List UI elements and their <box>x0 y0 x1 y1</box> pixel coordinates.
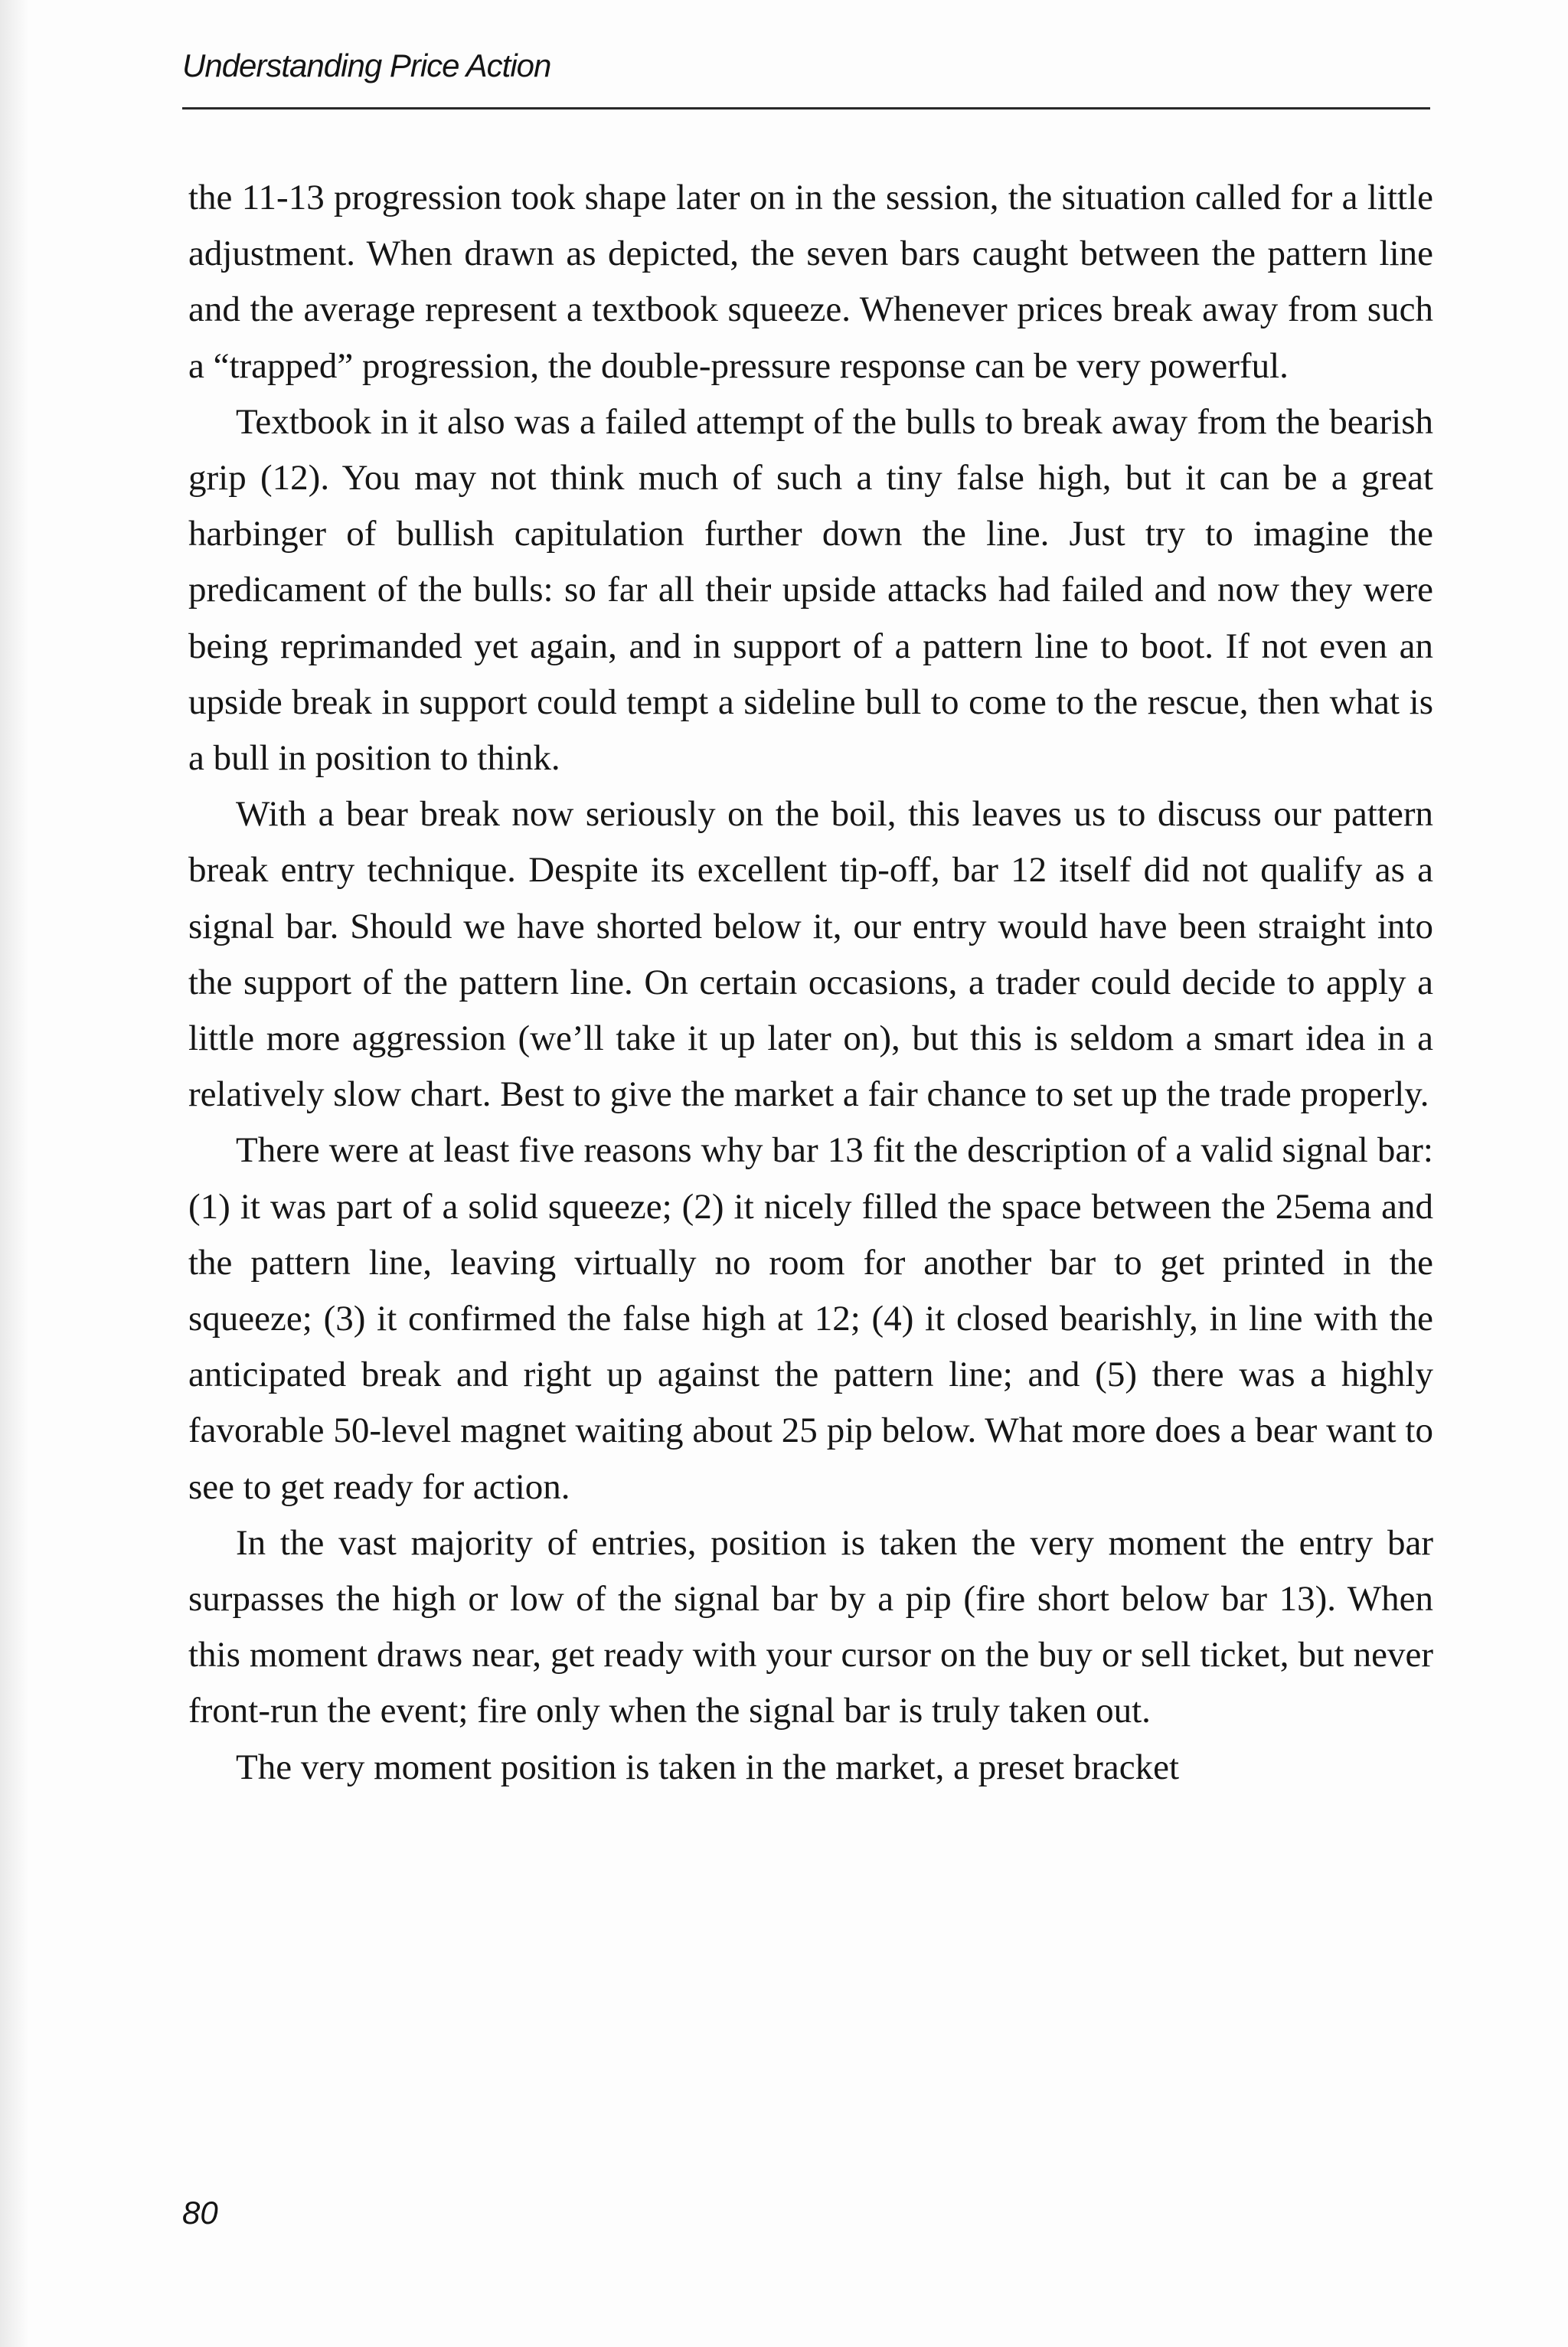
page-gutter-shadow <box>0 0 29 2347</box>
paragraph-4: There were at least five reasons why bar 13 fit the description of a valid signal bar: (1) it was part of a solid squeeze; (2) it nicely filled the space between the 25ema and the pattern line, leaving virtually no room for another bar to get printed in the squeeze; (3) it confirmed the false high at 12; (4) it closed bearishly, in line with the anticipated break and right up against the pattern line; and (5) there was a highly favorable 50-level magnet waiting about 25 pip below. What more does a bear want to see to get ready for action. <box>188 1130 1433 1507</box>
paragraph-5: In the vast majority of entries, position is taken the very moment the entry bar surpasses the high or low of the signal bar by a pip (fire short below bar 13). When this moment draws near, get ready with your cursor on the buy or sell ticket, but never front-run the event; fire only when the signal bar is truly taken out. <box>188 1522 1433 1731</box>
running-head: Understanding Price Action <box>182 47 551 83</box>
paragraph-2: Textbook in it also was a failed attempt of the bulls to break away from the bearish grip (12). You may not think much of such a tiny false high, but it can be a great harbinger of bullish capitulation further down the line. Just try to imagine the predicament of the bulls: so far all their upside attacks had failed and now they were being reprimanded yet again, and in support of a pattern line to boot. If not even an upside break in support could tempt a sideline bull to come to the rescue, then what is a bull in position to think. <box>188 401 1433 779</box>
paragraph-1: the 11-13 progression took shape later on in the session, the situation called for a little adjustment. When drawn as depicted, the seven bars caught between the pattern line and the average represent a textbook squeeze. Whenever prices break away from such a “trapped” progression, the double-pressure response can be very powerful. <box>188 178 1433 386</box>
page-number: 80 <box>182 2195 218 2231</box>
paragraph-6: The very moment position is taken in the market, a preset bracket <box>236 1747 1180 1787</box>
paragraph-3: With a bear break now seriously on the boil, this leaves us to discuss our pattern break entry technique. Despite its excellent tip-off, bar 12 itself did not qualify as a signal bar. Should we have shorted below it, our entry would have been straight into the support of the pattern line. On certain occasions, a trader could decide to apply a little more aggression (we’ll take it up later on), but this is seldom a smart idea in a relatively slow chart. Best to give the market a fair chance to set up the trade properly. <box>188 794 1433 1115</box>
body-text <box>188 170 1433 1796</box>
header-rule <box>182 107 1430 110</box>
